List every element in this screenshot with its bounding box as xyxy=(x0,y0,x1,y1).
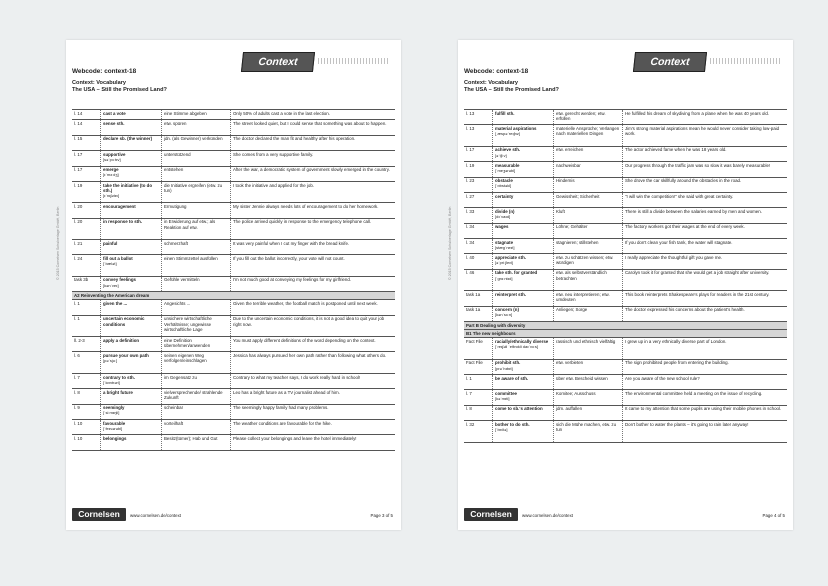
term-text: seemingly xyxy=(103,405,125,411)
vocab-row xyxy=(464,223,787,238)
german-translation: scheinbar xyxy=(162,404,231,419)
german-translation: schmerzhaft xyxy=(162,240,231,255)
term-text: encouragement xyxy=(103,203,136,209)
example-sentence: The environmental committee held a meeting on the issue of recycling. xyxy=(623,390,788,405)
vocab-row xyxy=(464,110,787,125)
vocab-row xyxy=(72,315,395,336)
phonetic-transcription: [kəˈmɪti] xyxy=(495,396,510,402)
german-translation: in Erwiderung auf etw.; als Reaktion auf etw. xyxy=(162,218,231,239)
german-translation: sich die Mühe machen, etw. zu tun xyxy=(554,421,623,442)
vocab-term xyxy=(101,240,162,255)
line-reference: l. 32 xyxy=(464,421,493,442)
example-sentence: You must apply different definitions of the word depending on the context. xyxy=(231,337,396,352)
vocab-term xyxy=(101,181,162,202)
example-sentence: The weather conditions are favourable for the hike. xyxy=(231,419,396,434)
vocab-row xyxy=(464,177,787,192)
example-sentence: Only 50% of adults cast a vote in the last election. xyxy=(231,110,396,120)
example-sentence: "I will win the competition!" she said with great certainty. xyxy=(623,192,788,207)
term-text: prohibit sth. xyxy=(495,360,521,366)
line-reference: l. 15 xyxy=(72,135,101,150)
vocab-row xyxy=(464,239,787,254)
phonetic-transcription: [prəˈhɪbɪt] xyxy=(495,365,513,371)
vocab-term xyxy=(493,359,554,374)
line-reference: l. 24 xyxy=(72,255,101,276)
vocab-term xyxy=(101,315,162,336)
vocab-row xyxy=(72,135,395,150)
context-heading xyxy=(72,80,167,94)
german-translation: etw. gerecht werden; etw. erfüllen xyxy=(554,110,623,125)
term-text: given the ... xyxy=(103,301,128,307)
context-subtitle: The USA – Still the Promised Land? xyxy=(72,87,167,93)
vocab-row xyxy=(72,352,395,373)
vocab-term xyxy=(493,162,554,177)
vocab-term xyxy=(101,373,162,388)
vocab-row xyxy=(72,218,395,239)
example-sentence: If you don't clean your fish tank, the water will stagnate. xyxy=(623,239,788,254)
vocab-term xyxy=(101,151,162,166)
cornelsen-logo: Cornelsen xyxy=(464,508,518,521)
context-logo: Context xyxy=(633,52,707,72)
german-translation: über etw. Bescheid wissen xyxy=(554,375,623,390)
line-reference: Fact File xyxy=(464,359,493,374)
example-sentence: The sign prohibited people from entering the building. xyxy=(623,359,788,374)
term-text: bother to do sth. xyxy=(495,421,530,427)
line-reference: l. 20 xyxy=(72,218,101,239)
line-reference: l. 17 xyxy=(72,166,101,181)
context-heading xyxy=(464,80,559,94)
vocab-row xyxy=(464,405,787,420)
term-text: painful xyxy=(103,240,118,246)
example-sentence: The doctor declared the man fit and healthy after his operation. xyxy=(231,135,396,150)
phonetic-transcription: [əˈpriːʃieɪt] xyxy=(495,260,513,266)
vocab-row xyxy=(464,162,787,177)
example-sentence: My sister Jennie always needs lots of encouragement to do her homework. xyxy=(231,203,396,218)
phonetic-transcription: [ˈsiːmɪŋli] xyxy=(103,410,120,416)
term-text: contrary to sth. xyxy=(103,374,135,380)
term-text: wages xyxy=(495,224,509,230)
term-text: certainty xyxy=(495,193,514,199)
phonetic-transcription: [ˈreɪʃəli ˈeθnɪkli daɪˈvɜːs] xyxy=(495,344,539,350)
vocab-term xyxy=(493,269,554,290)
vocab-row xyxy=(72,120,395,135)
vocab-row xyxy=(464,421,787,442)
example-sentence: There is still a divide between the salaries earned by men and women. xyxy=(623,208,788,223)
german-translation: seinen eigenen Weg verfolgen/einschlagen xyxy=(162,352,231,373)
example-sentence: He fulfilled his dream of skydiving from a plane when he was 40 years old. xyxy=(623,110,788,125)
german-translation: etw. verbieten xyxy=(554,359,623,374)
vocab-row xyxy=(72,203,395,218)
german-translation: Gefühle vermitteln xyxy=(162,276,231,291)
vocab-term xyxy=(101,419,162,434)
example-sentence: It came to my attention that some pupils are using their mobile phones in school. xyxy=(623,405,788,420)
line-reference: l. 1 xyxy=(72,315,101,336)
line-reference: l. 19 xyxy=(464,162,493,177)
phonetic-transcription: [ˈfeɪvərəbl] xyxy=(103,425,123,431)
german-translation: Kluft xyxy=(554,208,623,223)
german-translation: etw. als selbstverständlich betrachten xyxy=(554,269,623,290)
vocab-term xyxy=(101,120,162,135)
vocab-term xyxy=(493,390,554,405)
german-translation: stagnieren; stillstehen xyxy=(554,239,623,254)
example-sentence: Due to the uncertain economic conditions, it is not a good idea to quit your job right now. xyxy=(231,315,396,336)
german-translation: eine Definition übernehmen/anwenden xyxy=(162,337,231,352)
header-decoration xyxy=(710,58,780,64)
line-reference: l. 17 xyxy=(464,146,493,161)
vocab-term xyxy=(101,218,162,239)
page-3 xyxy=(56,40,401,530)
german-translation: Ermutigung xyxy=(162,203,231,218)
copyright-note: © 2015 Cornelsen Schulverlage GmbH, Berlin xyxy=(56,206,60,280)
vocab-term xyxy=(493,125,554,146)
phonetic-transcription: [ˈkɒntrəri] xyxy=(103,379,120,385)
line-reference: l. 6 xyxy=(72,352,101,373)
phonetic-transcription: [ˌæspəˈreɪʃnz] xyxy=(495,131,520,137)
phonetic-transcription: [stæɡˈneɪt] xyxy=(495,244,515,250)
line-reference: l. 21 xyxy=(72,240,101,255)
example-sentence: Are you aware of the new school rule? xyxy=(623,375,788,390)
example-sentence: This book reinterprets Shakespeare's plays for readers in the 21st century. xyxy=(623,291,788,306)
line-reference: l. 34 xyxy=(464,223,493,238)
webcode: Webcode: context-18 xyxy=(72,68,137,75)
vocab-row xyxy=(464,254,787,269)
example-sentence: The factory workers got their wages at the end of every week. xyxy=(623,223,788,238)
example-sentence: Contrary to what my teacher says, I do work really hard in school! xyxy=(231,373,396,388)
line-reference: l. 13 xyxy=(464,110,493,125)
example-sentence: After the war, a democratic system of government slowly emerged in the country. xyxy=(231,166,396,181)
term-text: come to sb.'s attention xyxy=(495,406,543,412)
vocab-term xyxy=(493,338,554,359)
section-heading: Part B Dealing with diversity xyxy=(464,321,787,329)
term-text: pursue your own path xyxy=(103,353,149,359)
german-translation: Löhne; Gehälter xyxy=(554,223,623,238)
line-reference: l. 8 xyxy=(464,405,493,420)
webcode: Webcode: context-18 xyxy=(464,68,529,75)
vocab-row xyxy=(72,337,395,352)
german-translation: etw. zu schätzen wissen; etw. würdigen xyxy=(554,254,623,269)
line-reference: l. 19 xyxy=(72,181,101,202)
term-text: appreciate sth. xyxy=(495,255,526,261)
section-heading: A2 Reinventing the American dream xyxy=(72,292,395,300)
line-reference: l. 33 xyxy=(464,208,493,223)
example-sentence: The seemingly happy family had many problems. xyxy=(231,404,396,419)
term-text: obstacle xyxy=(495,178,513,184)
vocab-term xyxy=(101,166,162,181)
german-translation: etw. spüren xyxy=(162,120,231,135)
german-translation: rassisch und ethnisch vielfältig xyxy=(554,338,623,359)
vocab-term xyxy=(493,177,554,192)
german-translation: eine Stimme abgeben xyxy=(162,110,231,120)
german-translation: Anliegen; Sorge xyxy=(554,306,623,321)
page-number: Page 4 of 5 xyxy=(762,513,785,518)
phonetic-transcription: [səˈpɔːtɪv] xyxy=(103,157,121,163)
term-text: uncertain economic conditions xyxy=(103,316,145,327)
vocab-row xyxy=(72,166,395,181)
vocab-row xyxy=(72,404,395,419)
vocab-row xyxy=(464,125,787,146)
term-text: take the initiative (to do sth.) xyxy=(103,182,153,193)
line-reference: l. 40 xyxy=(464,254,493,269)
vocab-term xyxy=(101,435,162,450)
term-text: material aspirations xyxy=(495,126,537,132)
german-translation: jdm. auffallen xyxy=(554,405,623,420)
page-number: Page 3 of 5 xyxy=(370,513,393,518)
vocab-term xyxy=(493,254,554,269)
vocab-term xyxy=(101,389,162,404)
vocab-row xyxy=(464,359,787,374)
phonetic-transcription: [ˈbælət] xyxy=(103,261,117,267)
example-sentence: She comes from a very supportive family. xyxy=(231,151,396,166)
phonetic-transcription: [ˈɡrɑːntɪd] xyxy=(495,275,513,281)
example-sentence: Carolyn took it for granted that she would get a job straight after university. xyxy=(623,269,788,290)
section-heading: B1 The new neighbours xyxy=(464,330,787,338)
context-logo: Context xyxy=(241,52,315,72)
vocab-term xyxy=(493,375,554,390)
term-text: favourable xyxy=(103,420,126,426)
german-translation: vorteilhaft xyxy=(162,419,231,434)
vocab-row xyxy=(72,151,395,166)
german-translation: unterstützend xyxy=(162,151,231,166)
vocab-row xyxy=(464,338,787,359)
vocab-row xyxy=(464,192,787,207)
vocab-row xyxy=(72,300,395,315)
vocab-row xyxy=(72,255,395,276)
german-translation: unsichere wirtschaftliche Verhältnisse; ungewisse wirtschaftliche Lage xyxy=(162,315,231,336)
german-translation: etw. neu interpretieren; etw. umdeuten xyxy=(554,291,623,306)
example-sentence: I'm not much good at conveying my feelings for my girlfriend. xyxy=(231,276,396,291)
line-reference: l. 27 xyxy=(464,192,493,207)
line-reference: task 3b xyxy=(72,276,101,291)
german-translation: Komitee; Ausschuss xyxy=(554,390,623,405)
phonetic-transcription: [ˈɒbstəkl] xyxy=(495,183,512,189)
vocab-row xyxy=(72,240,395,255)
vocab-row xyxy=(464,146,787,161)
term-text: apply a definition xyxy=(103,337,140,343)
vocab-term xyxy=(101,110,162,120)
german-translation: materielle Ansprüche; Verlangen nach materiellen Dingen xyxy=(554,125,623,146)
line-reference: l. 46 xyxy=(464,269,493,290)
phonetic-transcription: [dɪˈvaɪd] xyxy=(495,214,511,220)
line-reference: l. 1 xyxy=(464,375,493,390)
cornelsen-logo: Cornelsen xyxy=(72,508,126,521)
example-sentence: Please collect your belongings and leave the hotel immediately! xyxy=(231,435,396,450)
term-text: fill out a ballot xyxy=(103,256,133,262)
german-translation: die Initiative ergreifen (etw. zu tun) xyxy=(162,181,231,202)
page-4 xyxy=(448,40,793,530)
phonetic-transcription: [əˈtʃiːv] xyxy=(495,152,507,158)
example-sentence: I grew up in a very ethnically diverse part of London. xyxy=(623,338,788,359)
vocab-row xyxy=(464,306,787,321)
example-sentence: Leo has a bright future as a TV journalist ahead of him. xyxy=(231,389,396,404)
example-sentence: The street looked quiet, but I could sense that something was about to happen. xyxy=(231,120,396,135)
term-text: racially/ethnically diverse xyxy=(495,338,549,344)
vocab-row xyxy=(72,389,395,404)
example-sentence: Jessica has always pursued her own path rather than following what others do. xyxy=(231,352,396,373)
term-text: cast a vote xyxy=(103,110,126,116)
vocab-term xyxy=(101,404,162,419)
vocab-term xyxy=(493,239,554,254)
term-text: in response to sth. xyxy=(103,219,143,225)
line-reference: l. 7 xyxy=(464,390,493,405)
term-text: sense sth. xyxy=(103,121,125,127)
term-text: be aware of sth. xyxy=(495,375,529,381)
vocab-row xyxy=(72,373,395,388)
vocab-term xyxy=(101,135,162,150)
example-sentence: I really appreciate the thoughtful gift you gave me. xyxy=(623,254,788,269)
vocab-row xyxy=(464,291,787,306)
example-sentence: I took the initiative and applied for the job. xyxy=(231,181,396,202)
context-subtitle: The USA – Still the Promised Land? xyxy=(464,87,559,93)
line-reference: l. 17 xyxy=(72,151,101,166)
german-translation: Gewissheit; Sicherheit xyxy=(554,192,623,207)
phonetic-transcription: [kənˈsɜːn] xyxy=(495,312,513,318)
german-translation: etw. erreichen xyxy=(554,146,623,161)
term-text: stagnate xyxy=(495,239,514,245)
term-text: take sth. for granted xyxy=(495,270,538,276)
term-text: committee xyxy=(495,391,517,397)
section-heading-row xyxy=(464,330,787,338)
line-reference: l. 23 xyxy=(464,177,493,192)
line-reference: task 1a xyxy=(464,291,493,306)
vocab-row xyxy=(72,110,395,120)
line-reference: l. 10 xyxy=(72,419,101,434)
german-translation: entstehen xyxy=(162,166,231,181)
line-reference: l. 7 xyxy=(72,373,101,388)
header-decoration xyxy=(318,58,388,64)
vocab-term xyxy=(493,110,554,125)
vocab-row xyxy=(464,375,787,390)
vocab-row xyxy=(464,208,787,223)
line-reference: l. 13 xyxy=(464,125,493,146)
vocab-term xyxy=(101,276,162,291)
line-reference: l. 20 xyxy=(72,203,101,218)
german-translation: einen Stimmzettel ausfüllen xyxy=(162,255,231,276)
example-sentence: Given the terrible weather, the football match is postponed until next week. xyxy=(231,300,396,315)
vocab-row xyxy=(72,419,395,434)
line-reference: l. 14 xyxy=(72,120,101,135)
vocab-term xyxy=(493,306,554,321)
example-sentence: It was very painful when I cut my finger with the bread knife. xyxy=(231,240,396,255)
phonetic-transcription: [ˈbɒðə] xyxy=(495,427,508,433)
term-text: fulfill sth. xyxy=(495,110,515,116)
footer-url[interactable]: www.cornelsen.de/context xyxy=(130,513,182,518)
term-text: concern (n) xyxy=(495,307,519,313)
line-reference: l. 34 xyxy=(464,239,493,254)
context-title: Context: Vocabulary xyxy=(72,80,126,86)
example-sentence: She drove the car skillfully around the obstacles in the road. xyxy=(623,177,788,192)
section-heading-row xyxy=(72,292,395,300)
vocab-term xyxy=(493,405,554,420)
example-sentence: Jim's strong material aspirations mean he would never consider taking low-paid work. xyxy=(623,125,788,146)
vocab-row xyxy=(72,181,395,202)
phonetic-transcription: [ɪˈnɪʃətɪv] xyxy=(103,192,120,198)
line-reference: ll. 2-3 xyxy=(72,337,101,352)
vocab-table xyxy=(464,109,787,443)
term-text: convey feelings xyxy=(103,277,136,283)
line-reference: l. 1 xyxy=(72,300,101,315)
vocab-term xyxy=(493,208,554,223)
phonetic-transcription: [kənˈveɪ] xyxy=(103,282,119,288)
german-translation: im Gegensatz zu xyxy=(162,373,231,388)
vocab-row xyxy=(72,276,395,291)
line-reference: Fact File xyxy=(464,338,493,359)
line-reference: l. 9 xyxy=(72,404,101,419)
line-reference: l. 14 xyxy=(72,110,101,120)
vocab-term xyxy=(101,255,162,276)
example-sentence: Our progress through the traffic jam was so slow it was barely measurable! xyxy=(623,162,788,177)
section-heading-row xyxy=(464,321,787,329)
example-sentence: Don't bother to water the plants – it's going to rain later anyway! xyxy=(623,421,788,442)
line-reference: task 1a xyxy=(464,306,493,321)
vocab-term xyxy=(101,352,162,373)
term-text: a bright future xyxy=(103,389,133,395)
term-text: belongings xyxy=(103,436,127,442)
example-sentence: The doctor expressed his concerns about the patient's health. xyxy=(623,306,788,321)
term-text: reinterpret sth. xyxy=(495,291,526,297)
vocab-row xyxy=(72,435,395,450)
vocab-term xyxy=(493,223,554,238)
context-title: Context: Vocabulary xyxy=(464,80,518,86)
term-text: emerge xyxy=(103,167,119,173)
term-text: declare sb. (the winner) xyxy=(103,136,153,142)
german-translation: nachweisbar xyxy=(554,162,623,177)
vocab-term xyxy=(101,337,162,352)
german-translation: Hindernis xyxy=(554,177,623,192)
vocab-term xyxy=(101,203,162,218)
vocab-term xyxy=(493,291,554,306)
example-sentence: If you fill out the ballot incorrectly, your vote will not count. xyxy=(231,255,396,276)
term-text: achieve sth. xyxy=(495,147,521,153)
german-translation: Angesichts ... xyxy=(162,300,231,315)
phonetic-transcription: [pəˈsjuː] xyxy=(103,358,118,364)
line-reference: l. 10 xyxy=(72,435,101,450)
vocab-row xyxy=(464,390,787,405)
german-translation: vielversprechende/ strahlende Zukunft xyxy=(162,389,231,404)
vocab-row xyxy=(464,269,787,290)
phonetic-transcription: [ˈmeʒərəbl] xyxy=(495,168,516,174)
term-text: supportive xyxy=(103,151,126,157)
vocab-term xyxy=(493,192,554,207)
vocab-table xyxy=(72,109,395,451)
copyright-note: © 2015 Cornelsen Schulverlage GmbH, Berlin xyxy=(448,206,452,280)
footer-url[interactable]: www.cornelsen.de/context xyxy=(522,513,574,518)
vocab-term xyxy=(101,300,162,315)
german-translation: jdn. (als Gewinner) verkünden xyxy=(162,135,231,150)
term-text: divide (n) xyxy=(495,208,515,214)
term-text: measurable xyxy=(495,162,520,168)
german-translation: Besitz(tümer); Hab und Gut xyxy=(162,435,231,450)
phonetic-transcription: [ɪˈmɜːdʒ] xyxy=(103,172,119,178)
vocab-term xyxy=(493,146,554,161)
example-sentence: The police arrived quickly in response to the emergency telephone call. xyxy=(231,218,396,239)
vocab-term xyxy=(493,421,554,442)
example-sentence: The actor achieved fame when he was 18 years old. xyxy=(623,146,788,161)
line-reference: l. 8 xyxy=(72,389,101,404)
